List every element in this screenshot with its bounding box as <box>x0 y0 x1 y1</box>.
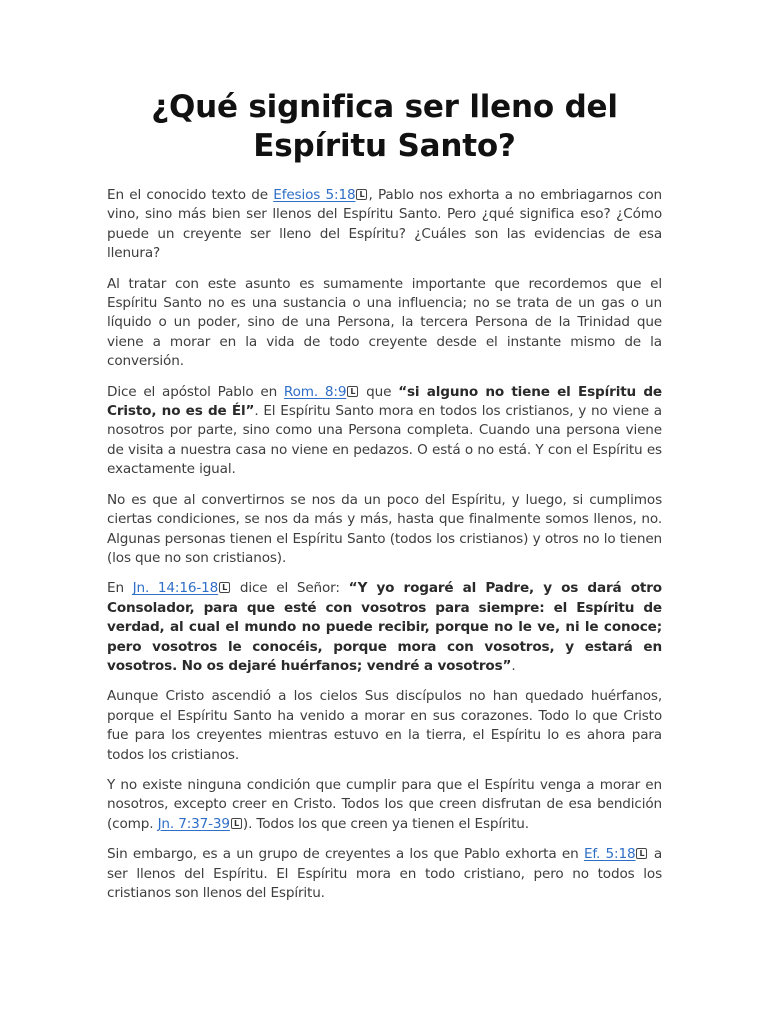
paragraph-7-text-b: ). Todos los que creen ya tienen el Espíritu. <box>242 815 529 832</box>
page-title <box>107 88 662 166</box>
paragraph-5-text-b: dice el Señor: <box>231 580 349 597</box>
bible-link-jn-7-37-39[interactable]: Jn. 7:37-39 <box>157 815 230 832</box>
logos-reference-icon[interactable]: L <box>219 582 230 593</box>
paragraph-8-text-a: Sin embargo, es a un grupo de creyentes a los que Pablo exhorta en <box>107 846 584 863</box>
paragraph-4: No es que al convertirnos se nos da un poco del Espíritu, y luego, si cumplimos ciertas condiciones, se nos da más y más, hasta que finalmente somos llenos, no. Algunas personas tienen el Espíritu Santo (todos los cristianos) y otros no lo tienen (los que no son cristianos). <box>107 491 662 566</box>
logos-reference-icon[interactable]: L <box>636 848 647 859</box>
title-line-2: Espíritu Santo? <box>253 128 516 164</box>
bible-link-jn-14-16-18[interactable]: Jn. 14:16-18 <box>132 580 219 597</box>
paragraph-5-quote: “Y yo rogaré al Padre, y os dará otro Consolador, para que esté con vosotros para siempre: el Espíritu de verdad, al cual el mundo no puede recibir, porque no le ve, ni le conoce; pero vosotros le conocéis, porque mora con vosotros, y estará en vosotros. No os dejaré huérfanos; vendré a vosotros” <box>107 580 663 674</box>
logos-reference-icon[interactable]: L <box>231 818 242 829</box>
paragraph-1-text-a: En el conocido texto de <box>107 187 274 203</box>
logos-reference-icon[interactable]: L <box>347 386 358 397</box>
paragraph-3-text-a: Dice el apóstol Pablo en <box>107 383 284 400</box>
logos-reference-icon[interactable]: L <box>356 189 367 200</box>
paragraph-3-quote: “si alguno no tiene el Espíritu de Cristo, no es de Él” <box>107 383 662 420</box>
paragraph-7 <box>107 776 662 834</box>
paragraph-8-text-b: a ser llenos del Espíritu. El Espíritu mora en todo cristiano, pero no todos los cristianos son llenos del Espíritu. <box>107 846 663 901</box>
paragraph-6: Aunque Cristo ascendió a los cielos Sus discípulos no han quedado huérfanos, porque el Espíritu Santo ha venido a morar en sus corazones. Todo lo que Cristo fue para los creyentes mientras estuvo en la tierra, el Espíritu lo es ahora para todos los cristianos. <box>107 688 662 763</box>
title-line-1: ¿Qué significa ser lleno del <box>151 89 618 125</box>
paragraph-5-text-c: . <box>511 657 516 674</box>
paragraph-3-text-b: que <box>359 383 399 400</box>
paragraph-3 <box>107 383 662 480</box>
paragraph-5-text-a: En <box>107 580 133 597</box>
paragraph-8 <box>107 845 662 903</box>
bible-link-ef-5-18[interactable]: Ef. 5:18 <box>583 846 636 863</box>
paragraph-1-text-b: , Pablo nos exhorta a no embriagarnos con vino, sino más bien ser llenos del Espíritu Santo. Pero ¿qué significa eso? ¿Cómo puede un creyente ser lleno del Espíritu? ¿Cuáles son las evidencias de esa llenura? <box>107 187 662 262</box>
paragraph-7-text-a: Y no existe ninguna condición que cumplir para que el Espíritu venga a morar en nosotros, excepto creer en Cristo. Todos los que creen disfrutan de esa bendición (comp. <box>107 776 662 832</box>
paragraph-5 <box>107 579 662 676</box>
bible-link-rom-8-9[interactable]: Rom. 8:9 <box>283 383 347 400</box>
bible-link-efesios-5-18[interactable]: Efesios 5:18 <box>273 187 356 203</box>
paragraph-3-text-c: . El Espíritu Santo mora en todos los cristianos, y no viene a nosotros por parte, sino como una Persona completa. Cuando una persona viene de visita a nuestra casa no viene en pedazos. O está o no está. Y con el Espíritu es exactamente igual. <box>107 403 662 478</box>
paragraph-2: Al tratar con este asunto es sumamente importante que recordemos que el Espíritu Santo no es una sustancia o una influencia; no se trata de un gas o un líquido o un poder, sino de una Persona, la tercera Persona de la Trinidad que viene a morar en la vida de todo creyente desde el instante mismo de la conversión. <box>107 275 662 370</box>
paragraph-1 <box>107 186 662 264</box>
